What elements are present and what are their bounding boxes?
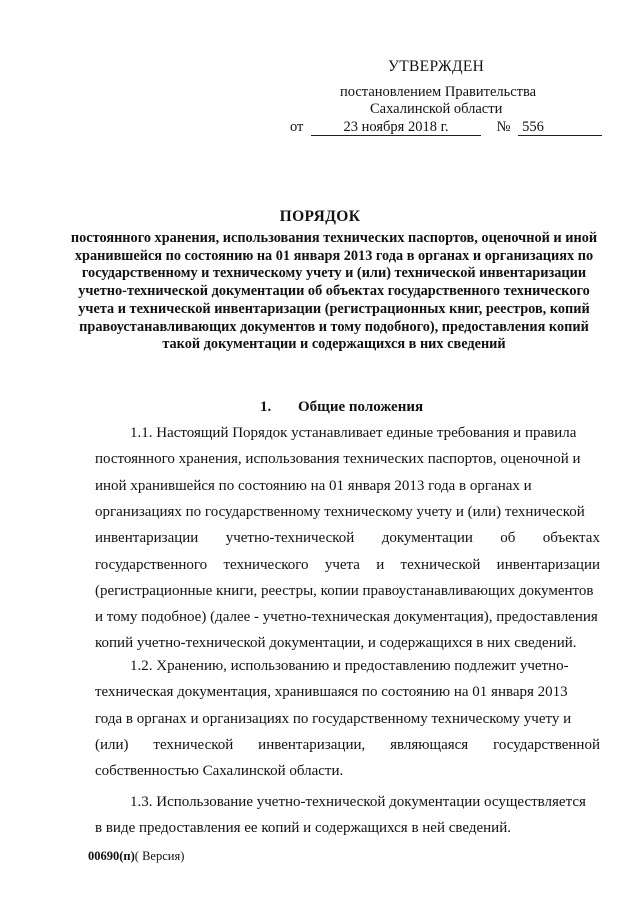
text-word: инвентаризации [496,556,600,573]
text-word: являющаяся [390,736,469,753]
text-line: постоянного хранения, использования технических паспортов, оценочной и [95,451,581,468]
text-line [95,530,600,547]
text-word: и [376,556,385,573]
text-word: объектах [542,530,600,547]
section-title: Общие положения [298,399,424,415]
approval-heading: УТВЕРЖДЕН [388,58,485,75]
document-title: ПОРЯДОК [279,208,361,225]
text-line: 1.2. Хранению, использованию и предоставлению подлежит учетно- [130,658,569,674]
text-line: и тому подобное) (далее - учетно-техническая документация), предоставления [95,609,598,626]
number-label: № [496,119,511,135]
text-line: (регистрационные книги, реестры, копии правоустанавливающих документов [95,582,594,599]
approval-line-1: постановлением Правительства [340,84,537,100]
text-word: технической [400,556,481,573]
document-version: ( Версия) [134,849,185,863]
approval-number: 556 [518,120,602,136]
text-line: техническая документация, хранившаяся по состоянию на 01 января 2013 [95,684,568,701]
text-word: технической [153,736,234,753]
text-word: (или) [95,736,129,753]
text-line: иной хранившейся по состоянию на 01 января 2013 года в органах и [95,477,532,494]
text-line: 1.3. Использование учетно-технической документации осуществляется [130,794,586,810]
text-word: инвентаризации, [258,736,366,753]
approval-date-line [290,119,602,136]
text-word: документации [381,530,473,547]
text-word: учетно-технической [225,530,355,547]
text-line: года в органах и организациях по государственному техническому учету и [95,710,572,727]
text-line [95,737,600,754]
document-subtitle: постоянного хранения, использования технических паспортов, оценочной и иной хранившейся по состоянию на 01 января 2013 года в органах и организациях по государственному и техническому учету и (или) технической инвентаризации учетно-технической документации об объектах государственного технического учета и технической инвентаризации (регистрационных книг, реестров, копий правоустанавливающих документов и тому подобного), предоставления копий такой документации и содержащихся в них сведений [70,230,598,353]
section-number: 1. [260,399,272,415]
text-word: государственного [95,556,208,573]
approval-date: 23 ноября 2018 г. [311,120,481,136]
section-heading [260,399,423,416]
text-line: копий учетно-технической документации, и содержащихся в них сведений. [95,635,577,652]
text-word: технического [223,556,309,573]
approval-line-2: Сахалинской области [370,101,503,117]
text-line [95,557,600,574]
text-line: организациях по государственному техническому учету и (или) технической [95,503,585,520]
text-line: в виде предоставления ее копий и содержащихся в ней сведений. [95,820,511,837]
footer-code [88,849,184,864]
text-word: инвентаризации [95,530,199,547]
text-word: государственной [493,736,600,753]
text-line: собственностью Сахалинской области. [95,763,344,780]
from-label: от [290,119,304,135]
document-code: 00690(п) [88,849,135,863]
text-word: учета [324,556,360,573]
text-word: об [500,530,516,547]
text-line: 1.1. Настоящий Порядок устанавливает единые требования и правила [130,425,577,441]
